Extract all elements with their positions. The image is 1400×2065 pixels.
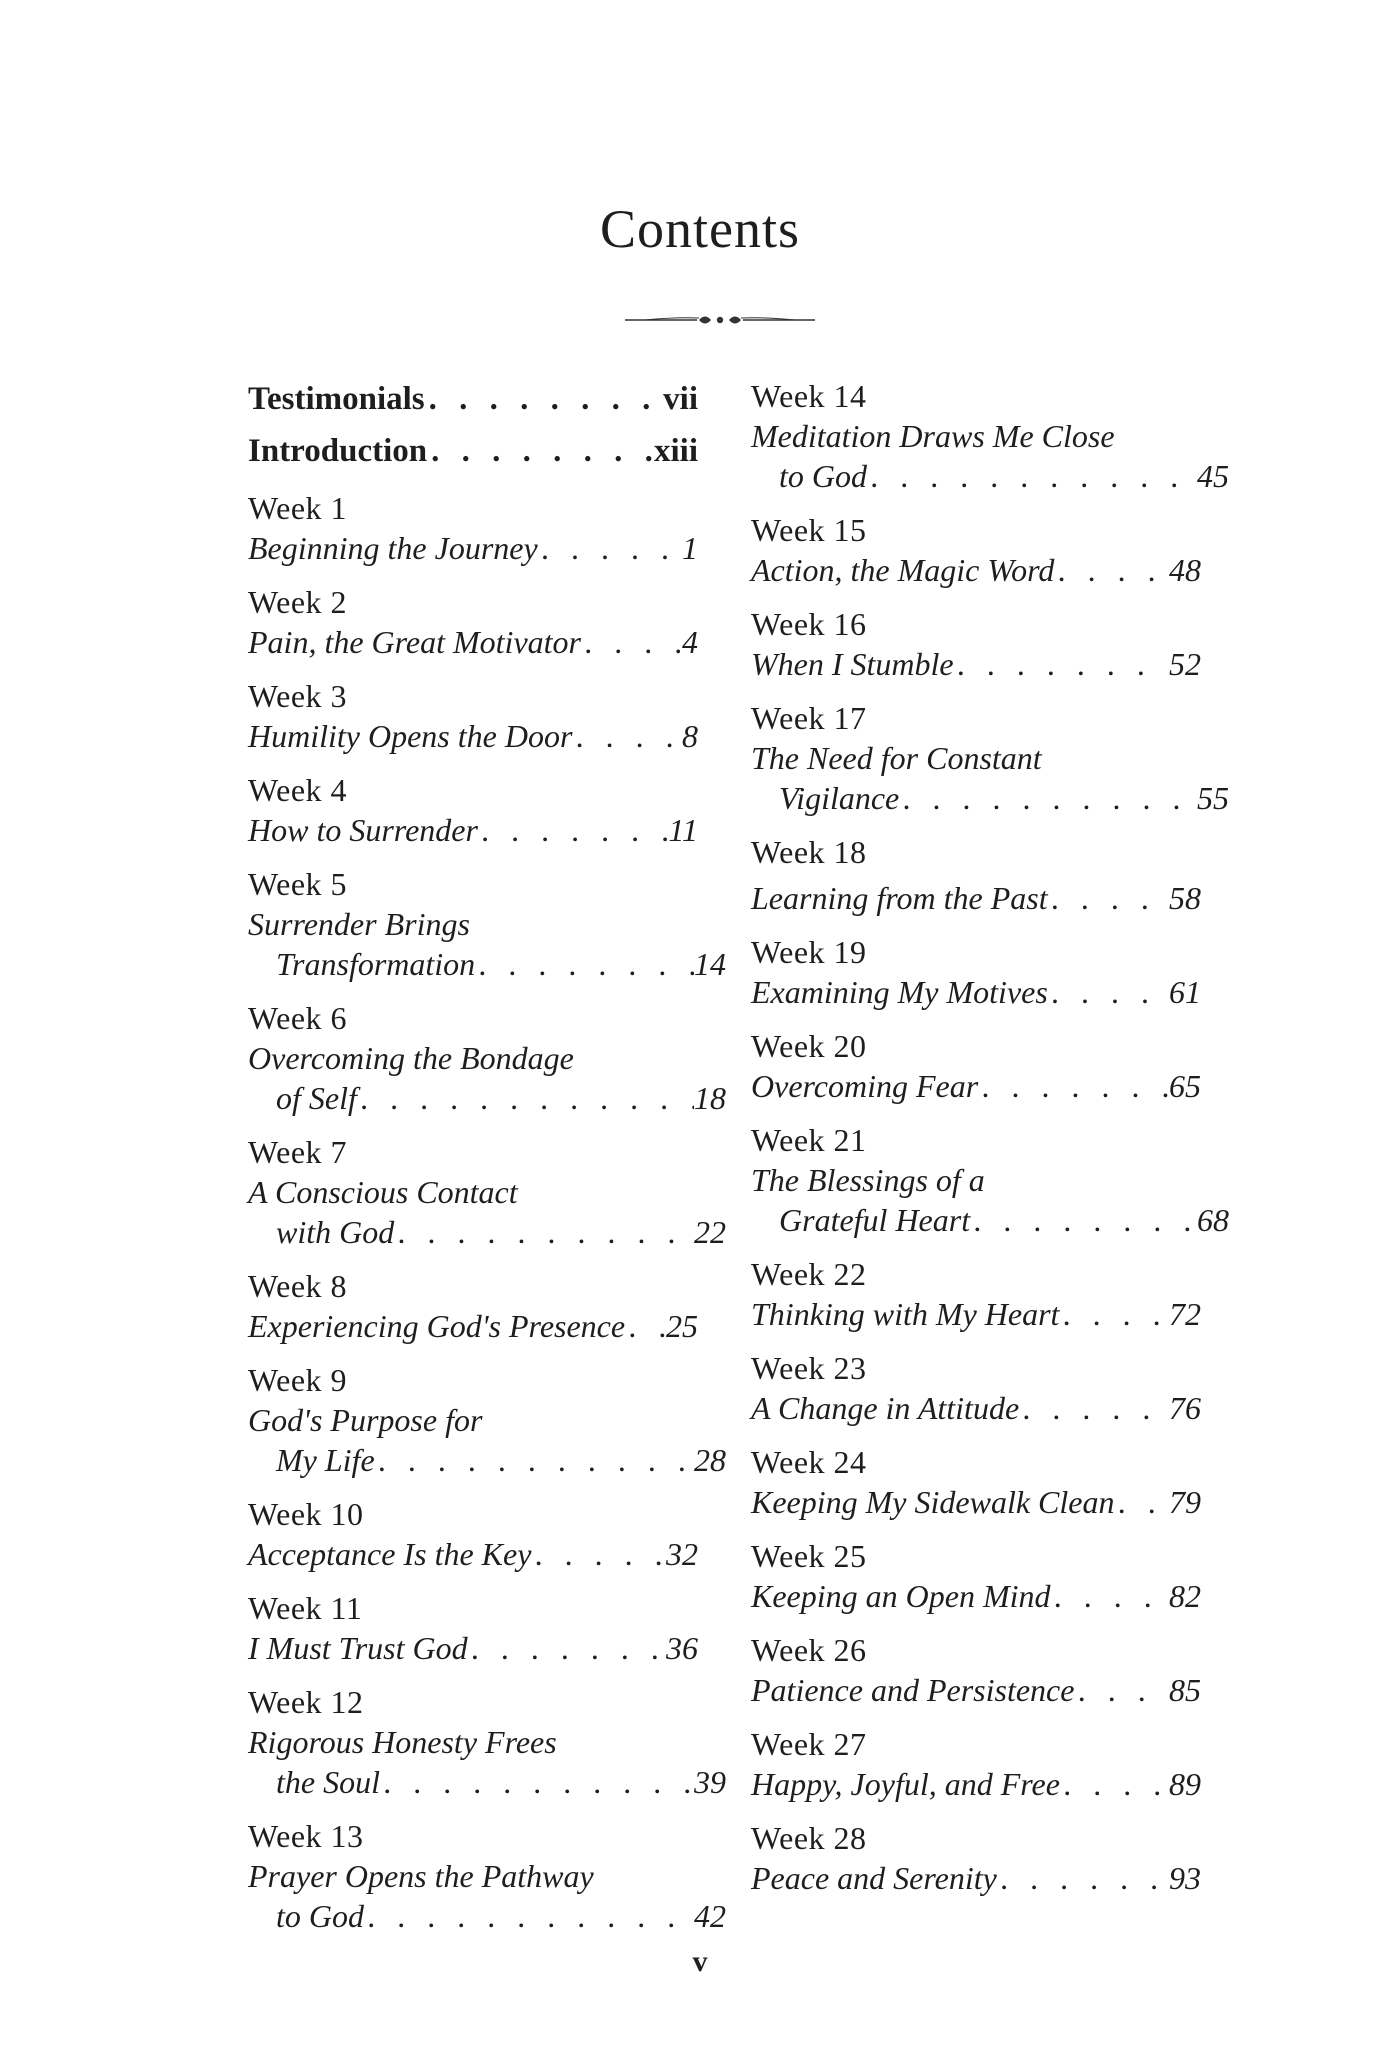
toc-entry-week-24[interactable] <box>751 1442 1201 1522</box>
chapter-title: A Change in Attitude <box>751 1390 1020 1426</box>
leader-dots <box>899 778 1197 818</box>
toc-entry-week-10[interactable] <box>248 1494 698 1574</box>
leader-dots <box>1059 1294 1169 1334</box>
toc-page-number: 14 <box>694 946 726 982</box>
leader-dots <box>970 1200 1197 1240</box>
leader-dots <box>475 944 694 984</box>
leader-dots <box>375 1440 694 1480</box>
toc-entry-week-20[interactable] <box>751 1026 1201 1106</box>
week-heading: Week 14 <box>751 378 867 414</box>
leader-dots <box>1048 972 1169 1012</box>
leader-dots <box>1048 878 1169 918</box>
toc-entry-week-23[interactable] <box>751 1348 1201 1428</box>
chapter-title: Patience and Persistence <box>751 1672 1075 1708</box>
chapter-title: The Blessings of a <box>751 1162 985 1198</box>
toc-page-number: 65 <box>1169 1068 1201 1104</box>
leader-dots <box>357 1078 694 1118</box>
toc-page-number: 85 <box>1169 1672 1201 1708</box>
leader-dots <box>1074 1670 1169 1710</box>
toc-entry-week-26[interactable] <box>751 1630 1201 1710</box>
leader-dots <box>1054 550 1169 590</box>
chapter-title: Examining My Motives <box>751 974 1048 1010</box>
week-heading: Week 28 <box>751 1820 867 1856</box>
chapter-title: Keeping an Open Mind <box>751 1578 1051 1614</box>
week-heading: Week 24 <box>751 1444 867 1480</box>
leader-dots <box>427 428 654 474</box>
toc-column-left <box>248 376 726 1936</box>
leader-dots <box>538 528 682 568</box>
leader-dots <box>380 1762 694 1802</box>
toc-page-number: 82 <box>1169 1578 1201 1614</box>
chapter-title: Acceptance Is the Key <box>248 1536 532 1572</box>
chapter-title-continued: Vigilance <box>779 780 900 816</box>
toc-page-number: 58 <box>1169 880 1201 916</box>
chapter-title-continued: Transformation <box>276 946 476 982</box>
chapter-title: Overcoming the Bondage <box>248 1040 574 1076</box>
week-heading: Week 27 <box>751 1726 867 1762</box>
toc-page-number: 28 <box>694 1442 726 1478</box>
toc-entry-week-6[interactable] <box>248 998 726 1118</box>
week-heading: Week 25 <box>751 1538 867 1574</box>
chapter-title: Surrender Brings <box>248 906 470 942</box>
toc-page-number: xiii <box>653 433 698 469</box>
chapter-title: Prayer Opens the Pathway <box>248 1858 594 1894</box>
toc-entry-week-8[interactable] <box>248 1266 698 1346</box>
leader-dots <box>478 810 668 850</box>
chapter-title-continued: My Life <box>276 1442 375 1478</box>
leader-dots <box>572 716 682 756</box>
toc-page-number: 89 <box>1169 1766 1201 1802</box>
toc-entry-week-4[interactable] <box>248 770 698 850</box>
chapter-title-continued: with God <box>276 1214 395 1250</box>
chapter-title-continued: to God <box>276 1898 364 1934</box>
toc-entry-week-19[interactable] <box>751 932 1201 1012</box>
toc-entry-week-28[interactable] <box>751 1818 1201 1898</box>
toc-page-number: 55 <box>1197 780 1229 816</box>
week-heading: Week 3 <box>248 678 348 714</box>
toc-entry-week-22[interactable] <box>751 1254 1201 1334</box>
week-heading: Week 7 <box>248 1134 348 1170</box>
chapter-title: Happy, Joyful, and Free <box>751 1766 1060 1802</box>
toc-entry-week-5[interactable] <box>248 864 726 984</box>
chapter-title: Learning from the Past <box>751 880 1048 916</box>
leader-dots <box>1051 1576 1170 1616</box>
toc-page-number: 42 <box>694 1898 726 1934</box>
chapter-title: I Must Trust God <box>248 1630 468 1666</box>
chapter-title: How to Surrender <box>248 812 478 848</box>
chapter-title: When I Stumble <box>751 646 954 682</box>
toc-page-number: 25 <box>666 1308 698 1344</box>
toc-entry-week-9[interactable] <box>248 1360 726 1480</box>
week-heading: Week 12 <box>248 1684 364 1720</box>
leader-dots <box>468 1628 666 1668</box>
toc-page-number: 36 <box>666 1630 698 1666</box>
toc-entry-week-13[interactable] <box>248 1816 726 1936</box>
chapter-title-continued: to God <box>779 458 867 494</box>
leader-dots <box>1019 1388 1169 1428</box>
toc-page-number: 93 <box>1169 1860 1201 1896</box>
week-heading: Week 21 <box>751 1122 867 1158</box>
chapter-title: Meditation Draws Me Close <box>751 418 1115 454</box>
toc-entry-introduction[interactable] <box>248 428 698 474</box>
week-heading: Week 9 <box>248 1362 348 1398</box>
chapter-title: Experiencing God's Presence <box>248 1308 626 1344</box>
chapter-title: The Need for Constant <box>751 740 1042 776</box>
toc-entry-week-2[interactable] <box>248 582 698 662</box>
leader-dots <box>997 1858 1169 1898</box>
chapter-title: God's Purpose for <box>248 1402 483 1438</box>
chapter-title: Rigorous Honesty Frees <box>248 1724 557 1760</box>
toc-entry-week-12[interactable] <box>248 1682 726 1802</box>
week-heading: Week 4 <box>248 772 348 808</box>
week-heading: Week 8 <box>248 1268 348 1304</box>
toc-entry-week-7[interactable] <box>248 1132 726 1252</box>
chapter-title: A Conscious Contact <box>248 1174 518 1210</box>
leader-dots <box>625 1306 666 1346</box>
toc-entry-week-11[interactable] <box>248 1588 698 1668</box>
week-heading: Week 1 <box>248 490 348 526</box>
toc-page-number: 45 <box>1197 458 1229 494</box>
week-heading: Week 15 <box>751 512 867 548</box>
chapter-title: Keeping My Sidewalk Clean <box>751 1484 1115 1520</box>
toc-entry-week-15[interactable] <box>751 510 1201 590</box>
leader-dots <box>531 1534 666 1574</box>
chapter-title: Thinking with My Heart <box>751 1296 1060 1332</box>
week-heading: Week 13 <box>248 1818 364 1854</box>
week-heading: Week 10 <box>248 1496 364 1532</box>
toc-page-number: 4 <box>682 624 698 660</box>
toc-entry-label: Introduction <box>248 433 428 469</box>
toc-page-number: 1 <box>682 530 698 566</box>
week-heading: Week 16 <box>751 606 867 642</box>
ornament-divider <box>625 308 815 332</box>
leader-dots <box>364 1896 694 1936</box>
toc-page-number: 11 <box>668 812 698 848</box>
chapter-title: Action, the Magic Word <box>751 552 1055 588</box>
week-heading: Week 17 <box>751 700 867 736</box>
week-heading: Week 20 <box>751 1028 867 1064</box>
toc-page-number: 39 <box>694 1764 726 1800</box>
toc-entry-week-3[interactable] <box>248 676 698 756</box>
leader-dots <box>1114 1482 1169 1522</box>
toc-entry-week-21[interactable] <box>751 1120 1229 1240</box>
chapter-title-continued: the Soul <box>276 1764 380 1800</box>
leader-dots <box>867 456 1197 496</box>
toc-page-number: 68 <box>1197 1202 1229 1238</box>
week-heading: Week 23 <box>751 1350 867 1386</box>
toc-entry-week-1[interactable] <box>248 488 698 568</box>
leader-dots <box>425 376 664 422</box>
chapter-title-continued: of Self <box>276 1080 357 1116</box>
toc-page-number: 61 <box>1169 974 1201 1010</box>
toc-entry-week-27[interactable] <box>751 1724 1201 1804</box>
leader-dots <box>978 1066 1169 1106</box>
week-heading: Week 26 <box>751 1632 867 1668</box>
toc-entry-week-16[interactable] <box>751 604 1201 684</box>
toc-page-number: 8 <box>682 718 698 754</box>
toc-entry-week-25[interactable] <box>751 1536 1201 1616</box>
week-heading: Week 11 <box>248 1590 363 1626</box>
toc-page-number: 22 <box>694 1214 726 1250</box>
week-heading: Week 6 <box>248 1000 348 1036</box>
toc-entry-label: Testimonials <box>248 381 425 417</box>
toc-page-number: 18 <box>694 1080 726 1116</box>
week-heading: Week 18 <box>751 834 867 870</box>
leader-dots <box>1060 1764 1169 1804</box>
week-heading: Week 22 <box>751 1256 867 1292</box>
chapter-title: Beginning the Journey <box>248 530 538 566</box>
toc-page-number: 76 <box>1169 1390 1201 1426</box>
toc-entry-testimonials[interactable] <box>248 376 698 422</box>
page-title: Contents <box>599 199 800 259</box>
toc-page-number: 48 <box>1169 552 1201 588</box>
toc-entry-week-18[interactable] <box>751 832 1201 918</box>
toc-entry-week-17[interactable] <box>751 698 1229 818</box>
chapter-title: Overcoming Fear <box>751 1068 979 1104</box>
chapter-title-continued: Grateful Heart <box>779 1202 971 1238</box>
toc-page-number: 72 <box>1169 1296 1201 1332</box>
toc-page-number: 32 <box>666 1536 698 1572</box>
leader-dots <box>581 622 682 662</box>
toc-column-right <box>751 376 1229 1898</box>
chapter-title: Peace and Serenity <box>751 1860 997 1896</box>
toc-entry-week-14[interactable] <box>751 376 1229 496</box>
leader-dots <box>954 644 1169 684</box>
toc-page-number: 52 <box>1169 646 1201 682</box>
week-heading: Week 2 <box>248 584 348 620</box>
week-heading: Week 5 <box>248 866 348 902</box>
page-number-folio: v <box>692 1945 708 1978</box>
leader-dots <box>394 1212 694 1252</box>
week-heading: Week 19 <box>751 934 867 970</box>
chapter-title: Pain, the Great Motivator <box>248 624 581 660</box>
chapter-title: Humility Opens the Door <box>248 718 573 754</box>
toc-page-number: 79 <box>1169 1484 1201 1520</box>
toc-page-number: vii <box>663 381 698 417</box>
